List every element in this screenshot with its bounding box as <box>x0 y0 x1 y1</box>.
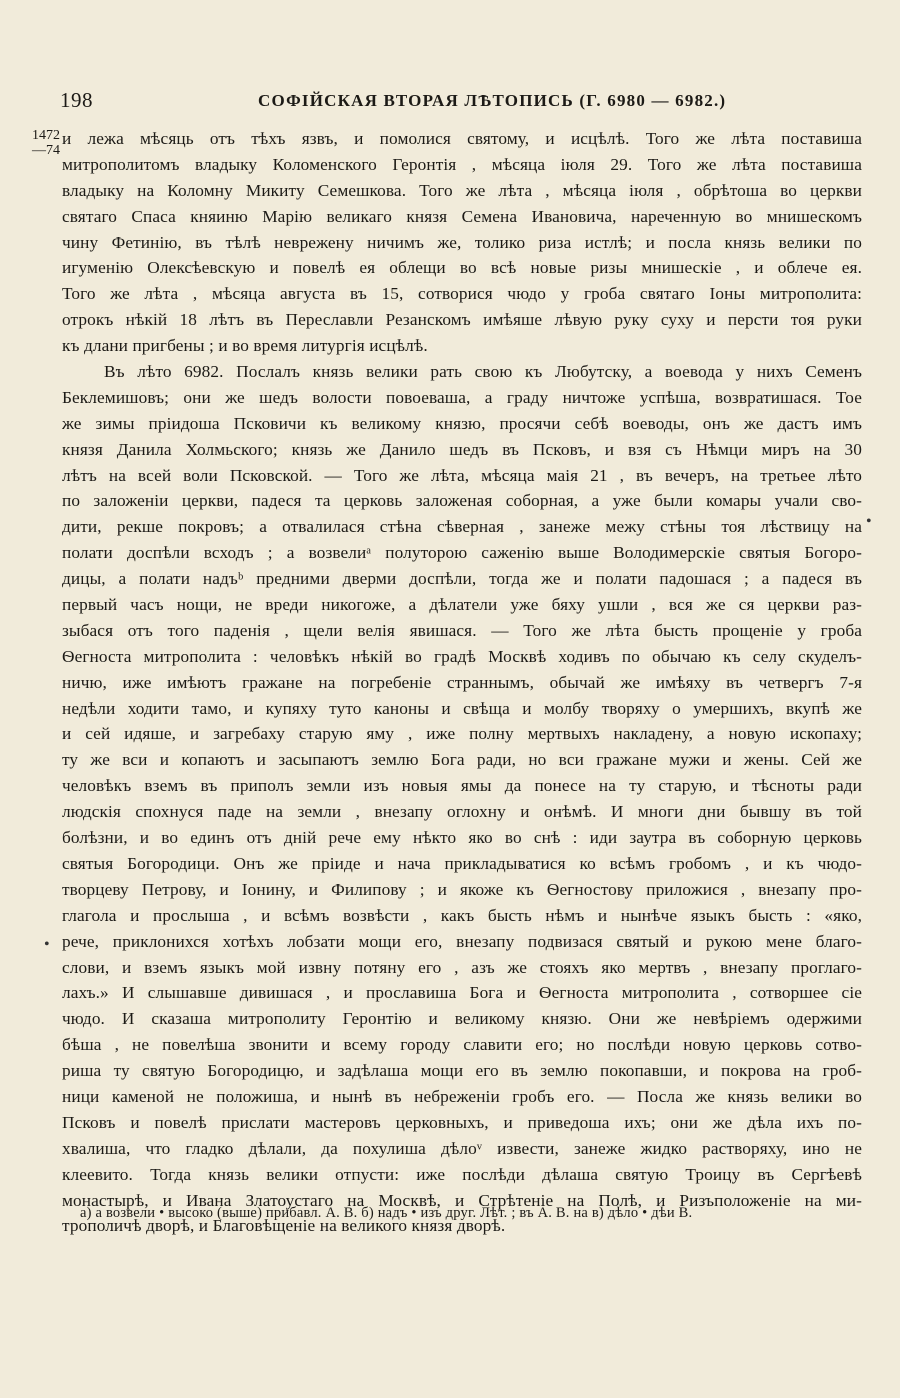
text-line: рече, приклонихся хотѣхъ лобзати мощи его, внезапу подвизася святый и рукою мене благо- <box>62 931 862 951</box>
text-line: и лежа мѣсяць отъ тѣхъ язвъ, и помолися святому, и исцѣлѣ. Того же лѣта поставиша <box>62 129 862 148</box>
text-line: первый часъ нощи, не вреди никогоже, а дѣлатели уже бяху ушли , вся же ся церкви раз- <box>62 595 862 615</box>
footnote: а) а возвели • высоко (выше) прибавл. А. В. б) надъ • изъ друг. Лѣт. ; въ А. В. на в) дѣло • дѣи В. <box>80 1205 693 1221</box>
text-line: и сей идяше, и загребаху старую яму , иже полну мертвыхъ накладену, а новую ископаху; <box>62 724 862 744</box>
text-line: дицы, а полати надъᵇ предними дверми доспѣли, тогда же и полати падошася ; а падеся въ <box>62 569 862 589</box>
running-head: СОФІЙСКАЯ ВТОРАЯ ЛѢТОПИСЬ (Г. 6980 — 6982.) <box>258 91 727 110</box>
text-line: зыбася отъ того паденія , щели велія явишася. — Того же лѣта бысть прощеніе у гроба <box>62 620 862 640</box>
text-line: дити, рекше покровъ; а отвалилася стѣна сѣверная , занеже межу стѣны тоя лѣствицу на <box>62 517 862 537</box>
year-margin-note <box>26 128 60 158</box>
page-header <box>60 88 860 116</box>
text-line: хвалиша, что гладко дѣлали, да похулиша дѣлоᵛ извести, занеже жидко растворяху, ино не <box>62 1138 862 1158</box>
margin-mark-left: • <box>44 936 50 953</box>
text-line: къ длани пригбены ; и во время литургія исцѣлѣ. <box>62 336 428 356</box>
text-line: людскія спохнуся паде на земли , внезапу оглохну и онѣмѣ. И многи дни бывшу въ той <box>62 802 862 822</box>
text-line: по заложеніи церкви, падеся та церковь заложеная соборная, а уже были комары учали сво- <box>62 491 862 511</box>
text-line: болѣзни, и во единъ отъ дній рече ему нѣкто яко во снѣ : иди заутра въ соборную церковь <box>62 828 862 848</box>
text-line: человѣкъ вземъ въ приполъ земли изъ новыя ямы да понесе на ту старую, и тѣсноты ради <box>62 776 862 796</box>
text-line: бѣша , не повелѣша звонити и всему городу славити его; но послѣди новую церковь сотво- <box>62 1035 862 1055</box>
text-line: слови, и вземъ языкъ мой извну потяну его , азъ же стояхъ яко мертвъ , внезапу проглаго- <box>62 957 862 977</box>
text-line: отрокъ нѣкій 18 лѣтъ въ Переславли Резанскомъ имѣяше лѣвую руку суху и персти тоя руки <box>62 310 862 330</box>
text-line: чюдо. И сказаша митрополиту Геронтію и великому князю. Они же невѣріемъ одержими <box>62 1009 862 1029</box>
text-line: Того же лѣта , мѣсяца августа въ 15, сотворися чюдо у гроба святаго Іоны митрополита: <box>62 284 862 304</box>
text-line: ту же вси и копаютъ и засыпаютъ землю Бога ради, но вси гражане мужи и жены. Сей же <box>62 750 862 770</box>
text-line: творцеву Петрову, и Іонину, и Филипову ; и якоже къ Ѳегностову приложися , внезапу про- <box>62 879 862 899</box>
text-line: глагола и прослыша , и всѣмъ возвѣсти , какъ бысть нѣмъ и нынѣче языкъ бысть : «яко, <box>62 905 862 925</box>
text-line: ници каменой не положиша, и нынѣ въ небреженіи гробъ его. — Посла же князь велики во <box>62 1086 862 1106</box>
text-line: чину Фетинію, въ тѣлѣ невреженy ничимъ же, толико риза истлѣ; и посла князь велики по <box>62 232 862 252</box>
text-line: полати доспѣли всходъ ; а возвелиᵃ полуторою саженію выше Володимерскіе святыя Богоро- <box>62 543 862 563</box>
year-end: —74 <box>32 143 60 158</box>
text-line: князя Данила Холмьского; князь же Данило шедъ въ Псковъ, и взя съ Нѣмци миръ на 30 <box>62 439 862 459</box>
body-text <box>62 126 862 1239</box>
text-line: Въ лѣто 6982. Послалъ князь велики рать свою къ Любутску, а воевода у нихъ Семенъ <box>104 362 862 382</box>
text-line: владыку на Коломну Микиту Семешкова. Того же лѣта , мѣсяца іюля , обрѣтоша во церкви <box>62 180 862 200</box>
text-line: святаго Спаса княиню Марію великаго князя Семена Ивановича, нареченную во мнишескомъ <box>62 206 862 226</box>
text-line: клеевито. Тогда князь велики отпусти: иже послѣди дѣлаша святую Троицу въ Сергѣевѣ <box>62 1164 862 1184</box>
text-line: лѣтъ на всей воли Псковской. — Того же лѣта, мѣсяца маія 21 , въ вечеръ, на третьее лѣто <box>62 465 862 485</box>
text-line: же зимы пріидоша Псковичи къ великому князю, просячи себѣ воеводы, онъ же дастъ имъ <box>62 413 862 433</box>
text-line: святыя Богородици. Онъ же пріиде и нача прикладыватися ко всѣмъ гробомъ , и къ чюдо- <box>62 853 862 873</box>
text-line: трополичѣ дворѣ, и Благовѣщеніе на великого князя дворѣ. <box>62 1216 506 1236</box>
text-line: лахъ.» И слышавше дивишася , и прославиша Бога и Ѳегноста митрополита , сотворшее сіе <box>62 983 862 1003</box>
page-number: 198 <box>60 88 93 112</box>
margin-mark-right: • <box>866 513 872 530</box>
text-line: Псковъ и повелѣ прислати мастеровъ церковныхъ, и приведоша ихъ; они же дѣла ихъ по- <box>62 1112 862 1132</box>
text-line: Ѳегноста митрополита : человѣкъ нѣкій во градѣ Москвѣ ходивъ по обычаю къ селу скуделъ- <box>62 646 862 666</box>
text-line: риша ту святую Богородицю, и задѣлаша мощи его въ землю покопавши, и покрова на гроб- <box>62 1061 862 1081</box>
year-start: 1472 <box>32 128 60 143</box>
text-line: недѣли ходити тамо, и купяху туто каноны и свѣща и молбу творяху о умершихъ, вкупѣ же <box>62 698 862 718</box>
text-line: Беклемишовъ; они же шедъ волости повоеваша, а граду ничтоже успѣша, возвратишася. Тое <box>62 387 862 407</box>
text-line: ничю, иже имѣютъ гражане на погребеніе страннымъ, обычай же имѣяху въ четвергъ 7-я <box>62 672 862 692</box>
text-line: игуменію Олексѣевскую и повелѣ ея облещи во всѣ новые ризы мнишескіе , и облече ея. <box>62 258 862 278</box>
text-line: монастырѣ, и Ивана Златоустаго на Москвѣ, и Стрѣтеніе на Полѣ, и Ризъположеніе на ми- <box>62 1190 862 1210</box>
text-line: митрополитомъ владыку Коломенского Геронтія , мѣсяца іюля 29. Того же лѣта поставиша <box>62 154 862 174</box>
